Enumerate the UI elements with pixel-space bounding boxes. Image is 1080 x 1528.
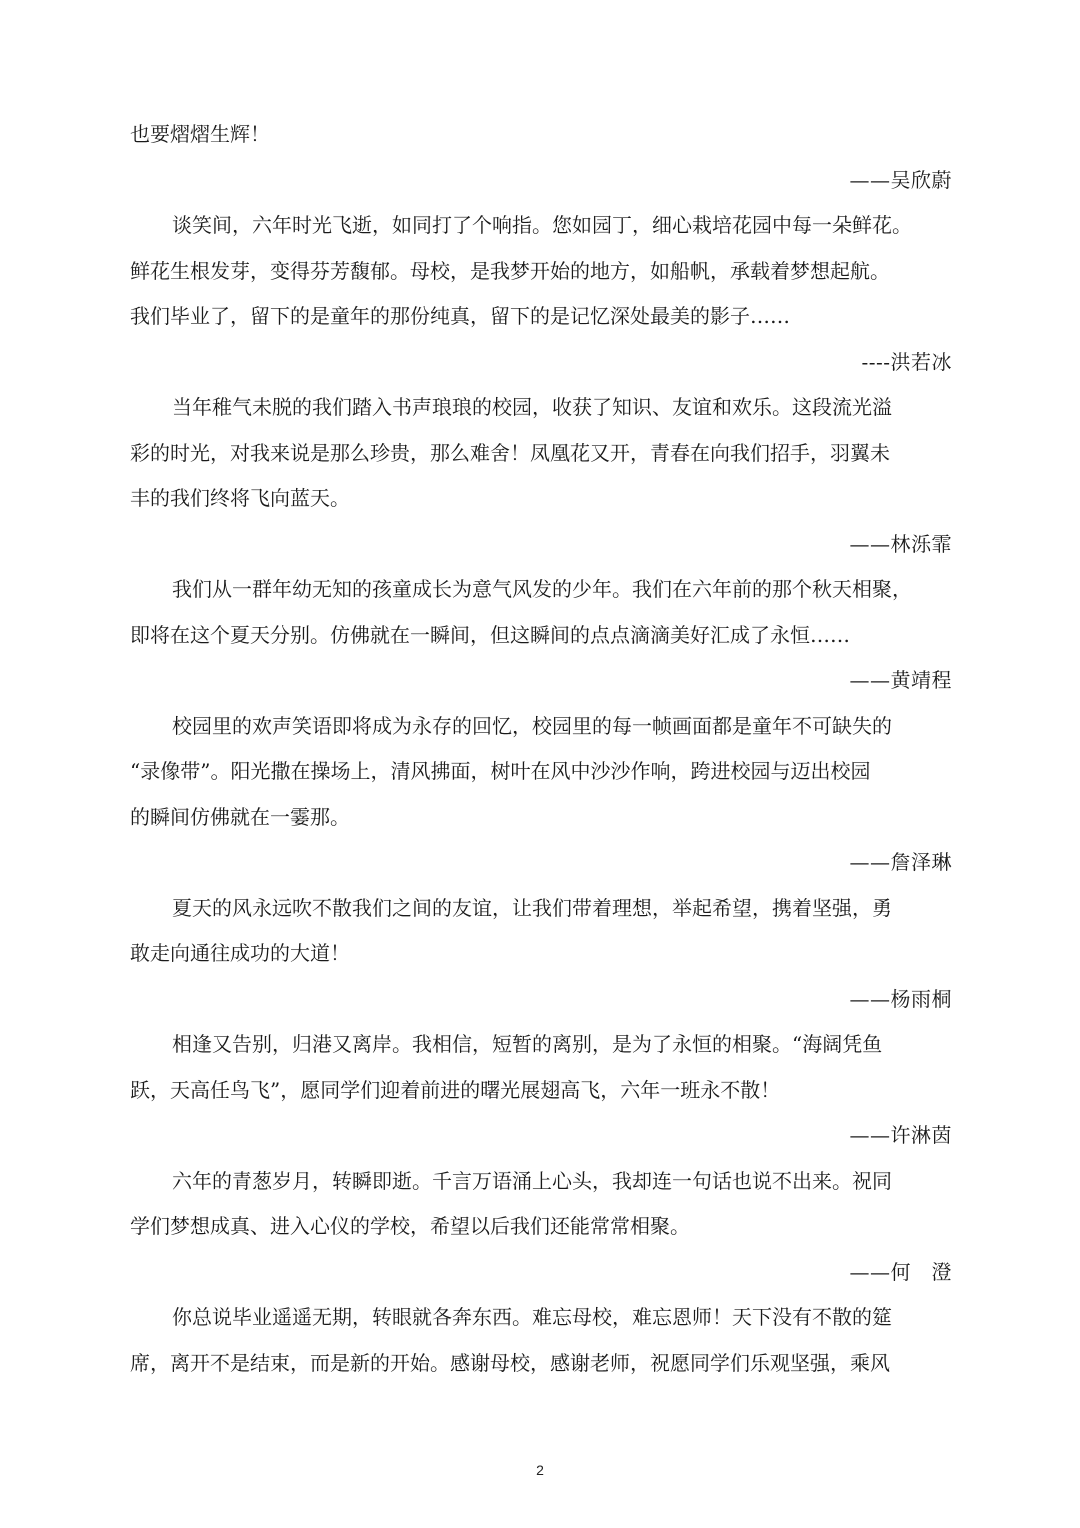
page-number: 2 [536, 1462, 544, 1478]
paragraph-line: 即将在这个夏天分别。仿佛就在一瞬间，但这瞬间的点点滴滴美好汇成了永恒…… [130, 622, 850, 647]
author-signature: ——何 澄 [849, 1259, 952, 1284]
paragraph-line: “录像带”。阳光撒在操场上，清风拂面，树叶在风中沙沙作响，跨进校园与迈出校园 [130, 759, 871, 783]
author-signature: ----洪若冰 [861, 349, 952, 374]
document-body [130, 112, 952, 1386]
author-signature: ——吴欣蔚 [849, 167, 952, 192]
author-signature: ——许淋茵 [849, 1123, 952, 1147]
author-signature: ——杨雨桐 [849, 986, 952, 1011]
paragraph-line: 也要熠熠生辉！ [130, 122, 270, 146]
author-signature: ——黄靖程 [849, 668, 952, 692]
author-signature: ——詹泽琳 [849, 850, 952, 874]
paragraph-line: 丰的我们终将飞向蓝天。 [130, 486, 350, 510]
paragraph-line: 跃，天高任鸟飞”，愿同学们迎着前进的曙光展翅高飞，六年一班永不散！ [130, 1077, 781, 1102]
paragraph-line: 学们梦想成真、进入心仪的学校，希望以后我们还能常常相聚。 [130, 1214, 690, 1238]
paragraph-line: 谈笑间，六年时光飞逝，如同打了个响指。您如园丁，细心栽培花园中每一朵鲜花。 [172, 213, 912, 237]
paragraph-line: 你总说毕业遥遥无期，转眼就各奔东西。难忘母校，难忘恩师！天下没有不散的筵 [172, 1305, 892, 1329]
paragraph-line: 校园里的欢声笑语即将成为永存的回忆，校园里的每一帧画面都是童年不可缺失的 [172, 713, 892, 738]
paragraph-line: 敢走向通往成功的大道！ [130, 941, 350, 965]
paragraph-line: 我们从一群年幼无知的孩童成长为意气风发的少年。我们在六年前的那个秋天相聚， [172, 577, 912, 601]
author-signature: ——林泺霏 [849, 531, 952, 556]
paragraph-line: 我们毕业了，留下的是童年的那份纯真，留下的是记忆深处最美的影子…… [130, 304, 790, 328]
paragraph-line: 席，离开不是结束，而是新的开始。感谢母校，感谢老师，祝愿同学们乐观坚强，乘风 [130, 1350, 890, 1375]
paragraph-line: 鲜花生根发芽，变得芬芳馥郁。母校，是我梦开始的地方，如船帆，承载着梦想起航。 [130, 258, 890, 283]
paragraph-line: 六年的青葱岁月，转瞬即逝。千言万语涌上心头，我却连一句话也说不出来。祝同 [172, 1168, 892, 1193]
paragraph-line: 夏天的风永远吹不散我们之间的友谊，让我们带着理想，举起希望，携着坚强，勇 [172, 895, 892, 920]
paragraph-line: 相逢又告别，归港又离岸。我相信，短暂的离别，是为了永恒的相聚。“海阔凭鱼 [172, 1032, 883, 1056]
paragraph-line: 彩的时光，对我来说是那么珍贵，那么难舍！凤凰花又开，青春在向我们招手，羽翼未 [130, 440, 890, 465]
paragraph-line: 的瞬间仿佛就在一霎那。 [130, 804, 350, 829]
paragraph-line: 当年稚气未脱的我们踏入书声琅琅的校园，收获了知识、友谊和欢乐。这段流光溢 [172, 395, 892, 419]
